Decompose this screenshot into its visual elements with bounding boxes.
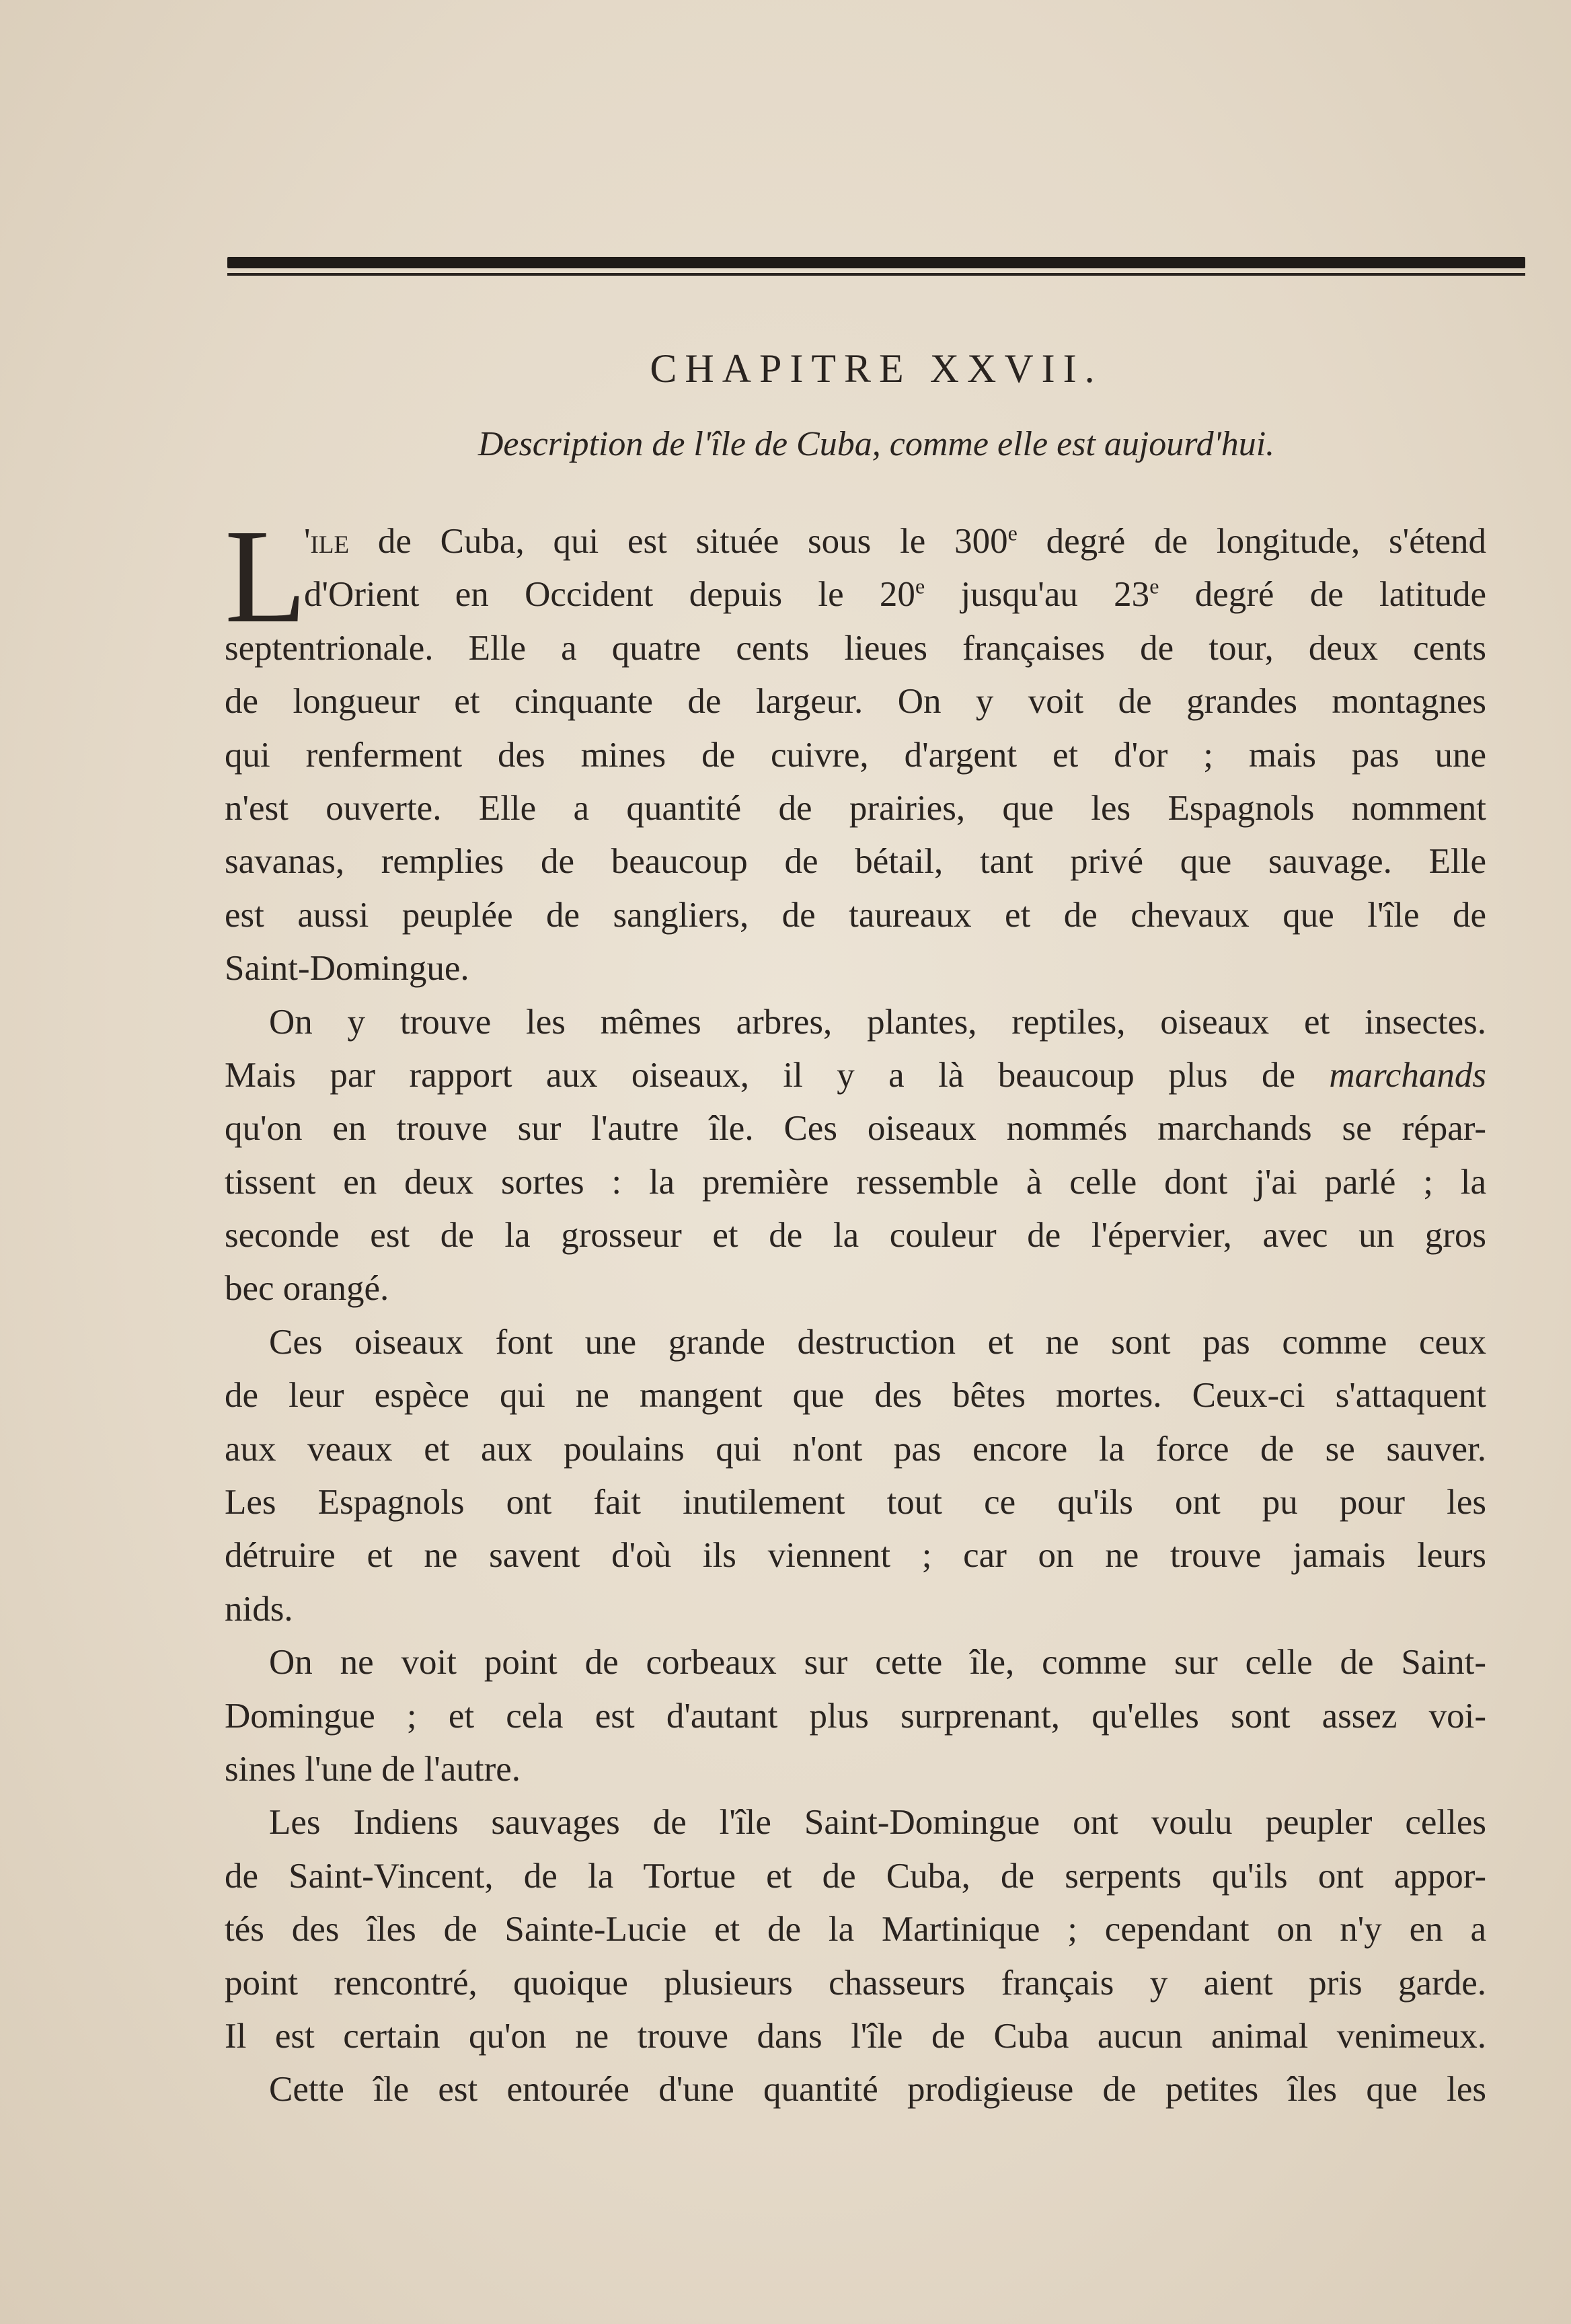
text-line: Mais par rapport aux oiseaux, il y a là beaucoup plus de marchands — [225, 1055, 1486, 1095]
text-line: d'Orient en Occident depuis le 20e jusqu'au 23e degré de latitude — [304, 574, 1486, 615]
text-line: de longueur et cinquante de largeur. On y voit de grandes montagnes — [225, 682, 1486, 722]
text-line: Les Indiens sauvages de l'île Saint-Domingue ont voulu peupler celles — [269, 1803, 1486, 1843]
text-line: est aussi peuplée de sangliers, de taureaux et de chevaux que l'île de — [225, 895, 1486, 935]
text-line: savanas, remplies de beaucoup de bétail, tant privé que sauvage. Elle — [225, 842, 1486, 882]
text-line: Cette île est entourée d'une quantité prodigieuse de petites îles que les — [269, 2070, 1486, 2109]
text-line: Ces oiseaux font une grande destruction et ne sont pas comme ceux — [269, 1322, 1486, 1362]
text-line: qu'on en trouve sur l'autre île. Ces oiseaux nommés marchands se répar- — [225, 1109, 1486, 1149]
text-line: n'est ouverte. Elle a quantité de prairies, que les Espagnols nomment — [225, 788, 1486, 828]
header-rule-thick — [227, 257, 1525, 268]
text-line: Domingue ; et cela est d'autant plus surprenant, qu'elles sont assez voi- — [225, 1696, 1486, 1736]
text-line: Les Espagnols ont fait inutilement tout ce qu'ils ont pu pour les — [225, 1483, 1486, 1522]
text-line: On ne voit point de corbeaux sur cette île, comme sur celle de Saint- — [269, 1643, 1486, 1682]
text-line: aux veaux et aux poulains qui n'ont pas encore la force de se sauver. — [225, 1429, 1486, 1469]
text-line: seconde est de la grosseur et de la couleur de l'épervier, avec un gros — [225, 1216, 1486, 1255]
text-line: de leur espèce qui ne mangent que des bêtes mortes. Ceux-ci s'attaquent — [225, 1376, 1486, 1416]
text-line: bec orangé. — [225, 1269, 389, 1309]
chapter-subtitle: Description de l'île de Cuba, comme elle est aujourd'hui. — [477, 425, 1275, 463]
text-line: On y trouve les mêmes arbres, plantes, reptiles, oiseaux et insectes. — [269, 1002, 1486, 1042]
chapter-title: CHAPITRE XXVII. — [650, 346, 1103, 391]
text-line: tissent en deux sortes : la première ressemble à celle dont j'ai parlé ; la — [225, 1162, 1486, 1202]
text-line: Il est certain qu'on ne trouve dans l'île de Cuba aucun animal venimeux. — [225, 2016, 1486, 2056]
text-line: Saint-Domingue. — [225, 949, 469, 989]
text-line: détruire et ne savent d'où ils viennent ; car on ne trouve jamais leurs — [225, 1536, 1486, 1576]
drop-cap: L — [225, 502, 307, 651]
text-line: qui renferment des mines de cuivre, d'argent et d'or ; mais pas une — [225, 735, 1486, 775]
text-line: 'ile de Cuba, qui est située sous le 300e degré de longitude, s'étend — [304, 520, 1487, 561]
text-line: sines l'une de l'autre. — [225, 1749, 521, 1789]
text-line: de Saint-Vincent, de la Tortue et de Cuba, de serpents qu'ils ont appor- — [225, 1856, 1486, 1896]
text-line: point rencontré, quoique plusieurs chasseurs français y aient pris garde. — [225, 1963, 1486, 2003]
text-line: septentrionale. Elle a quatre cents lieues françaises de tour, deux cents — [225, 628, 1486, 668]
header-rule-thin — [227, 273, 1525, 276]
text-line: nids. — [225, 1589, 293, 1629]
body-text — [225, 502, 1487, 2117]
text-line: tés des îles de Sainte-Lucie et de la Martinique ; cependant on n'y en a — [225, 1910, 1486, 1949]
